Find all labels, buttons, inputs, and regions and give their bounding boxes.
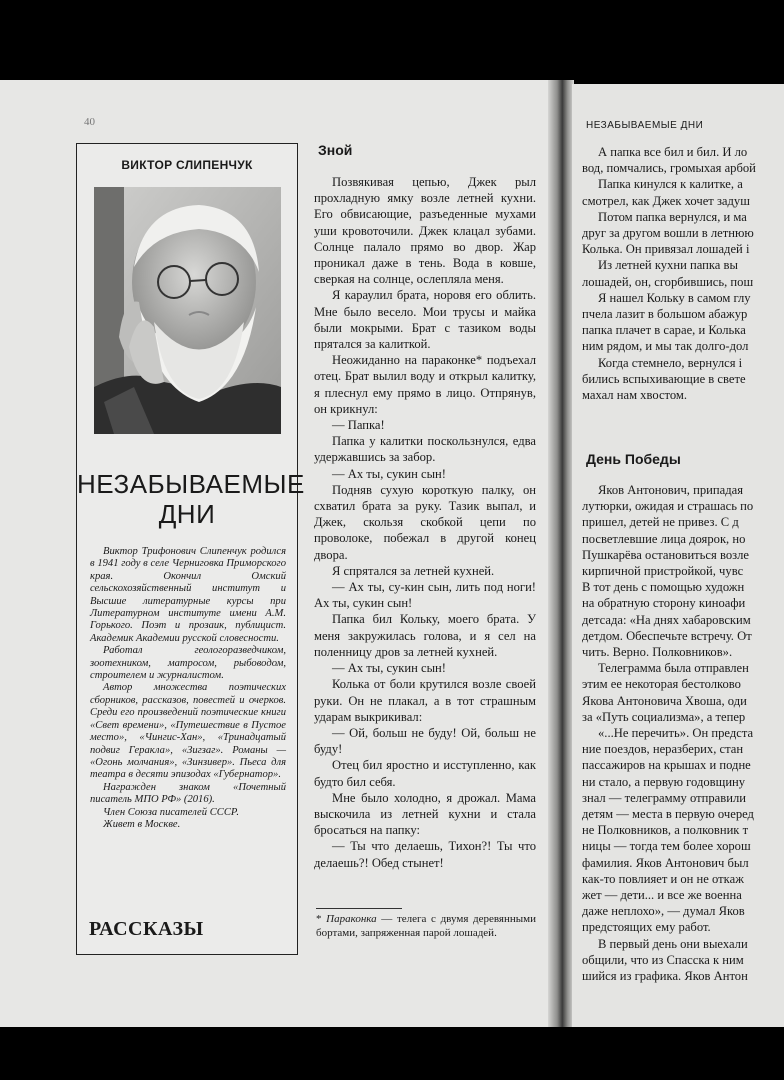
- story-paragraph: — Ах ты, сукин сын!: [332, 466, 446, 481]
- text-line: А папка все бил и бил. И ло: [598, 145, 748, 159]
- text-line: папка плачет в сарае, и Колька: [582, 323, 746, 338]
- text-line: Когда стемнело, вернулся і: [598, 355, 743, 370]
- story-paragraph: Папка бил Кольку, моего брата. У меня закружилась голова, и я сел на поленницу дров за летней кухней.: [314, 612, 536, 659]
- text-line: В первый день они выехали: [598, 936, 748, 951]
- text-line: Папка кинулся к калитке, а: [598, 177, 743, 192]
- text-line: лошадей, он, сгорбившись, пош: [582, 274, 754, 289]
- right-story-text: [582, 482, 784, 984]
- text-line: этим ее некоторая бестолково: [582, 677, 741, 692]
- text-line: ним рядом, и мы так долго-дол: [582, 339, 749, 354]
- text-line: жет — дети... и все же военна: [582, 888, 742, 903]
- bio-paragraph: Живет в Москве.: [103, 818, 181, 830]
- running-head: НЕЗАБЫВАЕМЫЕ ДНИ: [586, 120, 704, 131]
- story-paragraph: Я спрятался за летней кухней.: [332, 563, 495, 578]
- text-line: как-то повлияет и он не откаж: [582, 871, 744, 886]
- text-line: Я нашел Кольку в самом глу: [598, 290, 751, 305]
- story2-title: День Победы: [586, 451, 681, 467]
- text-line: чить. Верно. Полковников».: [582, 645, 733, 660]
- story-paragraph: — Ах ты, сукин сын!: [332, 661, 446, 676]
- story-paragraph: — Ах ты, су-кин сын, лить под ноги! Ах ты, сукин сын!: [314, 580, 536, 611]
- text-line: детсада: «На днях хабаровским: [582, 612, 751, 627]
- text-line: знал — телеграмму отправили: [582, 790, 746, 805]
- text-line: Яков Антонович, припадая: [598, 483, 743, 497]
- text-line: махал нам хвостом.: [582, 388, 688, 403]
- text-line: ние поездов, неразберих, стан: [582, 742, 744, 757]
- text-line: фамилия. Яков Антонович был: [582, 855, 749, 870]
- text-line: посветлевшие лица доярок, но: [582, 531, 746, 546]
- author-bio: [90, 546, 286, 831]
- story-paragraph: — Ой, больш не буду! Ой, больш не буду!: [314, 725, 536, 757]
- book-gutter: [548, 80, 574, 1027]
- story-paragraph: Мне было холодно, я дрожал. Мама выскочила из летней кухни и стала бросаться на папку:: [314, 790, 536, 838]
- text-line: ни стало, а первую годовщину: [582, 774, 746, 789]
- author-box: [76, 143, 305, 955]
- text-line: вод, помчались, громыхая арбой: [582, 161, 756, 176]
- text-line: смотрел, как Джек хочет задуш: [582, 193, 750, 208]
- story-paragraph: Отец бил яростно и исступленно, как будто бил себя.: [314, 758, 536, 789]
- author-name: ВИКТОР СЛИПЕНЧУК: [121, 158, 253, 172]
- story-title: Зной: [318, 142, 353, 158]
- footnote: [316, 912, 536, 940]
- right-story-ending: [582, 144, 784, 403]
- bio-paragraph: Виктор Трифонович Слипенчук родился в 1941 году в селе Черниговка Приморского края. Окончил Омский сельскохозяйственный институт и Высшие литературные курсы при Литературном институте имени А.М. Горького. Поэт и прозаик, публицист. Академик Академии русской словесности.: [90, 546, 286, 644]
- story-paragraph: Неожиданно на параконке* подъехал отец. Брат вылил воду и открыл калитку, я плеснул ему прямо в лицо. Отпрянув, он крикнул:: [314, 353, 536, 416]
- text-line: детям — места в первую очеред: [582, 807, 754, 822]
- bio-paragraph: Работал геологоразведчиком, зоотехником, матросом, рыбоводом, строителем и журналистом.: [90, 645, 286, 682]
- text-line: Пушкарёва остановиться возле: [582, 547, 749, 562]
- text-line: пчела лазит в большом абажур: [582, 307, 748, 322]
- bio-paragraph: Награжден знаком «Почетный писатель МПО РФ» (2016).: [90, 781, 286, 806]
- right-page: [572, 84, 784, 1027]
- story-paragraph: Колька от боли крутился возле своей руки. Он не плакал, а в тот страшным ударам выкрикивал:: [314, 677, 536, 724]
- left-page: [0, 80, 552, 1027]
- text-line: Якова Антоновича Хвоша, оди: [582, 693, 747, 708]
- story-paragraph: — Ты что делаешь, Тихон?! Ты что делаешь?! Обед стынет!: [314, 839, 536, 870]
- text-line: общили, что из Спасска к ним: [582, 952, 744, 967]
- text-line: лутюрки, ожидая и страшась по: [582, 499, 754, 514]
- text-line: за «Путь социализма», а тепер: [582, 709, 746, 724]
- text-line: бились вспыхивающие в свете: [582, 371, 746, 386]
- text-line: предстоящих ему работ.: [582, 920, 711, 935]
- page-number: 40: [84, 116, 95, 128]
- text-line: Колька. Он привязал лошадей і: [582, 242, 750, 257]
- story-text: [314, 174, 536, 871]
- footnote-text: — телега с двумя деревянными бортами, запряженная парой лошадей.: [316, 913, 537, 939]
- section-label: РАССКАЗЫ: [89, 918, 204, 940]
- story-paragraph: Я караулил брата, норовя его облить. Мне было весело. Мои трусы и майка были мокрыми. Брат с тазиком воды прятался за калиткой.: [314, 288, 536, 352]
- text-line: ницы — тогда тем более хорош: [582, 839, 751, 854]
- footnote-term: Параконка: [326, 913, 377, 925]
- text-line: пассажиров на крышах и подне: [582, 758, 751, 773]
- text-line: Из летней кухни папка вы: [598, 258, 738, 273]
- story-paragraph: Подняв сухую короткую палку, он схватил брата за руку. Тазик выпал, и Джек, скользя скобкой цепи по проволоке, побежал в другой конец двора.: [314, 482, 536, 562]
- story-paragraph: Позвякивая цепью, Джек рыл прохладную ямку возле летней кухни. Его обвисающие, разъеденные мухами уши кровоточили. Джек клацал зубами. Солнце палало прямо во двор. Жар проникал даже в тень. Вода в ковше, сверкая на солнце, ослепляла меня.: [314, 175, 536, 287]
- text-line: не Полковников, а полковник т: [582, 823, 749, 838]
- footnote-divider: [316, 908, 402, 909]
- text-line: В тот день с помощью художн: [582, 580, 745, 595]
- story-paragraph: — Папка!: [332, 418, 385, 433]
- author-photo: [94, 187, 281, 434]
- text-line: Потом папка вернулся, и ма: [598, 209, 747, 224]
- text-line: шийся из графика. Яков Антон: [582, 969, 748, 984]
- bio-paragraph: Автор множества поэтических сборников, рассказов, повестей и очерков. Среди его произведений поэтические книги «Свет времени», «Путешествие в Пустое место», «Чингис-Хан», «Тринадцатый подвиг Геракла», «Зигзаг». Романы — «Огонь молчания», «Зинзивер». Пьеса для театра в десяти эпизодах «Губернатор».: [90, 682, 286, 781]
- text-line: кирпичной пристройкой, чувс: [582, 564, 744, 579]
- footnote-mark: *: [316, 913, 322, 925]
- story-paragraph: Папка у калитки поскользнулся, едва удержавшись за забор.: [314, 434, 536, 465]
- text-line: друг за другом вошли в летнюю: [582, 226, 754, 241]
- book-title-line: ДНИ: [158, 499, 216, 529]
- text-line: пришел, детей не привез. С д: [582, 515, 739, 530]
- text-line: «...Не перечить». Он предста: [598, 726, 754, 741]
- text-line: Телеграмма была отправлен: [598, 661, 749, 676]
- bio-paragraph: Член Союза писателей СССР.: [103, 806, 239, 818]
- book-title-line: НЕЗАБЫВАЕМЫЕ: [77, 469, 305, 499]
- text-line: детдом. Обеспечьте встречу. От: [582, 628, 752, 643]
- text-line: на обратную сторону киноафи: [582, 596, 746, 611]
- text-line: даже неплохо», — думал Яков: [582, 904, 745, 919]
- book-title: [77, 469, 305, 529]
- author-portrait-image: [94, 187, 281, 434]
